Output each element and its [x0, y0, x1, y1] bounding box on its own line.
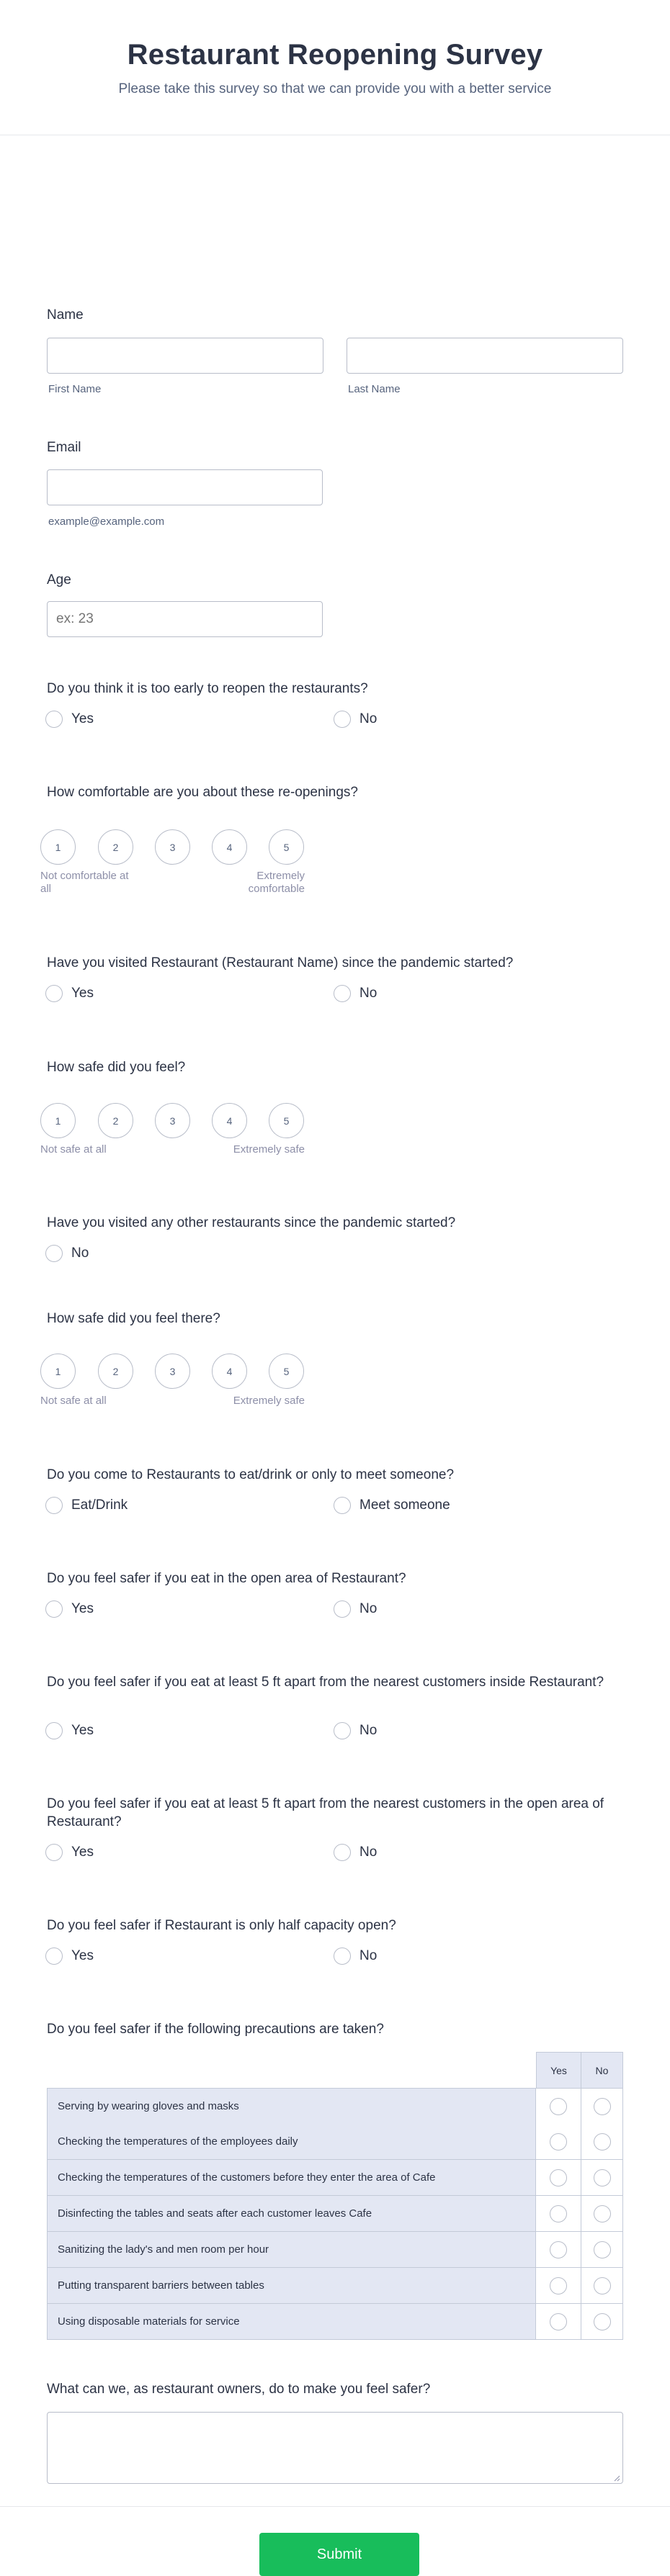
option-label: Yes	[71, 986, 94, 1001]
safe-there-scale-1[interactable]: 1	[40, 1354, 76, 1389]
distance-inside-label: Do you feel safer if you eat at least 5 ft apart from the nearest customers inside Restaurant?	[47, 1675, 604, 1690]
option-label: Yes	[71, 1845, 94, 1860]
last-name-sublabel: Last Name	[348, 383, 401, 395]
half-capacity-option-yes[interactable]	[45, 1947, 94, 1965]
matrix-row	[47, 2088, 623, 2124]
comfortable-question	[47, 783, 623, 801]
safe-label: How safe did you feel?	[47, 1060, 186, 1075]
radio-circle-icon[interactable]	[334, 1947, 351, 1965]
distance-inside-option-yes[interactable]	[45, 1722, 94, 1739]
radio-circle-icon[interactable]	[45, 1245, 63, 1262]
matrix-row	[47, 2304, 623, 2340]
option-label: No	[359, 1723, 378, 1738]
visited-other-label: Have you visited any other restaurants since the pandemic started?	[47, 1215, 456, 1230]
first-name-sublabel: First Name	[48, 383, 102, 395]
distance-open-option-no[interactable]	[334, 1844, 377, 1861]
first-name-input[interactable]	[47, 338, 323, 374]
feedback-question	[47, 2380, 623, 2398]
matrix-cell-yes[interactable]	[536, 2196, 581, 2232]
comfortable-scale-5[interactable]: 5	[269, 829, 304, 865]
option-label: No	[71, 1246, 89, 1261]
option-label: No	[359, 986, 378, 1001]
option-label: No	[359, 1845, 378, 1860]
radio-circle-icon[interactable]	[594, 2169, 611, 2187]
too-early-option-no[interactable]	[334, 711, 377, 728]
radio-circle-icon[interactable]	[550, 2098, 567, 2115]
matrix-cell-no[interactable]	[581, 2124, 623, 2160]
radio-circle-icon[interactable]	[594, 2098, 611, 2115]
age-input[interactable]	[47, 601, 323, 637]
safe-scale-1[interactable]: 1	[40, 1103, 76, 1138]
safe-scale-2[interactable]: 2	[98, 1103, 133, 1138]
visited-other-question	[47, 1214, 623, 1232]
radio-circle-icon[interactable]	[45, 1844, 63, 1861]
purpose-option-meet[interactable]	[334, 1497, 450, 1514]
comfortable-scale-1[interactable]: 1	[40, 829, 76, 865]
matrix-row	[47, 2268, 623, 2304]
matrix-cell-no[interactable]	[581, 2304, 623, 2340]
form-header	[0, 0, 670, 135]
matrix-row	[47, 2160, 623, 2196]
radio-circle-icon[interactable]	[594, 2133, 611, 2151]
name-label: Name	[47, 307, 84, 323]
visited-label: Have you visited Restaurant (Restaurant Name) since the pandemic started?	[47, 955, 514, 970]
visited-question	[47, 954, 623, 972]
visited-option-no[interactable]	[334, 985, 377, 1002]
radio-circle-icon[interactable]	[334, 1497, 351, 1514]
email-input[interactable]	[47, 469, 323, 505]
safe-scale-4[interactable]: 4	[212, 1103, 247, 1138]
radio-circle-icon[interactable]	[594, 2313, 611, 2330]
safe-there-scale-5[interactable]: 5	[269, 1354, 304, 1389]
age-label: Age	[47, 572, 71, 587]
half-capacity-option-no[interactable]	[334, 1947, 377, 1965]
radio-circle-icon[interactable]	[594, 2241, 611, 2258]
age-question	[47, 571, 623, 589]
matrix-row-label: Putting transparent barriers between tables	[47, 2268, 536, 2304]
submit-button[interactable]: Submit	[259, 2533, 419, 2576]
comfortable-label: How comfortable are you about these re-openings?	[47, 785, 358, 800]
purpose-label: Do you come to Restaurants to eat/drink or only to meet someone?	[47, 1467, 455, 1482]
open-area-option-yes[interactable]	[45, 1600, 94, 1618]
matrix-row-label: Serving by wearing gloves and masks	[47, 2089, 536, 2125]
matrix-cell-no[interactable]	[581, 2160, 623, 2196]
open-area-label: Do you feel safer if you eat in the open area of Restaurant?	[47, 1571, 406, 1586]
too-early-question	[47, 680, 623, 698]
safe-there-max-caption: Extremely safe	[233, 1395, 305, 1407]
radio-circle-icon[interactable]	[550, 2241, 567, 2258]
feedback-textarea[interactable]	[47, 2412, 623, 2484]
matrix-cell-yes[interactable]	[536, 2160, 581, 2196]
comfortable-max-caption: Extremely comfortable	[248, 870, 305, 895]
purpose-option-eat-drink[interactable]	[45, 1497, 128, 1514]
matrix-row	[47, 2232, 623, 2268]
matrix-row-label: Disinfecting the tables and seats after each customer leaves Cafe	[47, 2196, 536, 2232]
last-name-input[interactable]	[347, 338, 623, 374]
option-label: Yes	[71, 1601, 94, 1616]
radio-circle-icon[interactable]	[334, 1722, 351, 1739]
option-label: No	[359, 1601, 378, 1616]
safe-there-scale-4[interactable]: 4	[212, 1354, 247, 1389]
radio-circle-icon[interactable]	[45, 1600, 63, 1618]
form-subtitle: Please take this survey so that we can provide you with a better service	[118, 81, 552, 96]
radio-circle-icon[interactable]	[45, 1497, 63, 1514]
matrix-cell-no[interactable]	[581, 2196, 623, 2232]
form-title: Restaurant Reopening Survey	[127, 39, 543, 71]
radio-circle-icon[interactable]	[550, 2313, 567, 2330]
resize-handle-icon[interactable]	[613, 2474, 620, 2482]
radio-circle-icon[interactable]	[334, 711, 351, 728]
safe-there-label: How safe did you feel there?	[47, 1311, 220, 1326]
matrix-cell-no[interactable]	[581, 2089, 623, 2125]
radio-circle-icon[interactable]	[594, 2205, 611, 2223]
comfortable-scale-3[interactable]: 3	[155, 829, 190, 865]
email-label: Email	[47, 440, 81, 455]
matrix-row-label: Checking the temperatures of the customers before they enter the area of Cafe	[47, 2160, 536, 2196]
radio-circle-icon[interactable]	[550, 2133, 567, 2151]
option-label: Yes	[71, 1723, 94, 1738]
matrix-cell-no[interactable]	[581, 2268, 623, 2304]
radio-circle-icon[interactable]	[550, 2169, 567, 2187]
matrix-cell-yes[interactable]	[536, 2304, 581, 2340]
half-capacity-label: Do you feel safer if Restaurant is only half capacity open?	[47, 1918, 396, 1933]
comfortable-min-caption: Not comfortable at all	[40, 870, 129, 895]
option-label: Meet someone	[359, 1498, 450, 1513]
safe-scale-3[interactable]: 3	[155, 1103, 190, 1138]
matrix-column-yes: Yes	[536, 2052, 581, 2088]
option-label: No	[359, 711, 378, 726]
radio-circle-icon[interactable]	[334, 1600, 351, 1618]
safe-there-scale-2[interactable]: 2	[98, 1354, 133, 1389]
email-sublabel: example@example.com	[48, 515, 165, 528]
matrix-cell-yes[interactable]	[536, 2268, 581, 2304]
option-label: Yes	[71, 1948, 94, 1963]
option-label: Yes	[71, 711, 94, 726]
option-label: No	[359, 1948, 378, 1963]
distance-open-label: Do you feel safer if you eat at least 5 ft apart from the nearest customers in the open area of Restaurant?	[47, 1796, 604, 1829]
matrix-column-no: No	[581, 2052, 623, 2088]
safe-max-caption: Extremely safe	[233, 1143, 305, 1156]
radio-circle-icon[interactable]	[45, 711, 63, 728]
feedback-label: What can we, as restaurant owners, do to make you feel safer?	[47, 2382, 431, 2397]
distance-inside-option-no[interactable]	[334, 1722, 377, 1739]
radio-circle-icon[interactable]	[334, 985, 351, 1002]
comfortable-scale-4[interactable]: 4	[212, 829, 247, 865]
matrix-row-label: Checking the temperatures of the employees daily	[47, 2124, 536, 2160]
safe-min-caption: Not safe at all	[40, 1143, 107, 1156]
distance-open-option-yes[interactable]	[45, 1844, 94, 1861]
visited-other-option-no[interactable]	[45, 1245, 89, 1262]
safe-scale-5[interactable]: 5	[269, 1103, 304, 1138]
matrix-cell-no[interactable]	[581, 2232, 623, 2268]
radio-circle-icon[interactable]	[550, 2277, 567, 2294]
email-question	[47, 438, 623, 456]
radio-circle-icon[interactable]	[550, 2205, 567, 2223]
open-area-question	[47, 1570, 623, 1588]
matrix-cell-yes[interactable]	[536, 2089, 581, 2125]
matrix-cell-yes[interactable]	[536, 2232, 581, 2268]
radio-circle-icon[interactable]	[45, 985, 63, 1002]
visited-option-yes[interactable]	[45, 985, 94, 1002]
radio-circle-icon[interactable]	[334, 1844, 351, 1861]
half-capacity-question	[47, 1917, 623, 1935]
precautions-question	[47, 2020, 623, 2038]
matrix-row-label: Using disposable materials for service	[47, 2304, 536, 2340]
matrix-row-label: Sanitizing the lady's and men room per hour	[47, 2232, 536, 2268]
radio-circle-icon[interactable]	[594, 2277, 611, 2294]
distance-open-question	[47, 1795, 623, 1831]
precautions-label: Do you feel safer if the following precautions are taken?	[47, 2022, 384, 2037]
safe-there-scale-3[interactable]: 3	[155, 1354, 190, 1389]
radio-circle-icon[interactable]	[45, 1722, 63, 1739]
comfortable-scale-2[interactable]: 2	[98, 829, 133, 865]
matrix-cell-yes[interactable]	[536, 2124, 581, 2160]
open-area-option-no[interactable]	[334, 1600, 377, 1618]
name-question	[47, 306, 623, 324]
matrix-row	[47, 2196, 623, 2232]
footer-divider	[0, 2506, 670, 2507]
option-label: Eat/Drink	[71, 1498, 128, 1513]
safe-there-min-caption: Not safe at all	[40, 1395, 107, 1407]
too-early-label: Do you think it is too early to reopen the restaurants?	[47, 681, 368, 696]
distance-inside-question	[47, 1673, 623, 1691]
safe-question	[47, 1058, 623, 1076]
safe-there-question	[47, 1310, 623, 1328]
purpose-question	[47, 1466, 623, 1484]
too-early-option-yes[interactable]	[45, 711, 94, 728]
matrix-row	[47, 2124, 623, 2160]
radio-circle-icon[interactable]	[45, 1947, 63, 1965]
